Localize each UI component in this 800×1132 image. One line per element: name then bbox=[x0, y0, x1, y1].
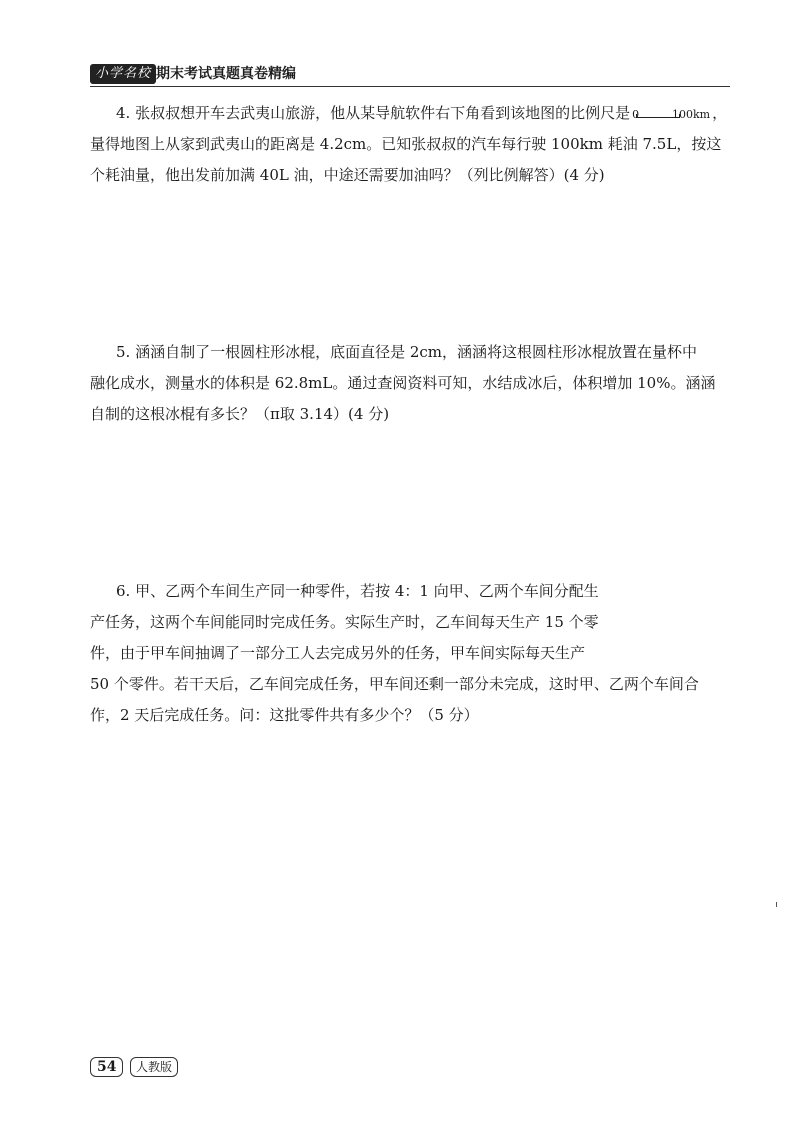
question-4-line-1: 4. 张叔叔想开车去武夷山旅游，他从某导航软件右下角看到该地图的比例尺是 0 100km ， bbox=[116, 104, 728, 122]
page-footer bbox=[90, 1057, 178, 1077]
question-6-line-5: 作，2 天后完成任务。问：这批零件共有多少个？（5 分） bbox=[90, 706, 479, 724]
question-5-line-3: 自制的这根冰棍有多长？（π取 3.14）(4 分) bbox=[90, 405, 390, 423]
page-number: 54 bbox=[90, 1057, 123, 1077]
question-6-line-4: 50 个零件。若干天后，乙车间完成任务，甲车间还剩一部分未完成，这时甲、乙两个车间合 bbox=[90, 675, 699, 693]
edition-badge: 人教版 bbox=[130, 1057, 178, 1077]
scan-mark bbox=[776, 902, 777, 907]
book-title: 期末考试真题真卷精编 bbox=[156, 66, 296, 82]
series-logo: 小学名校 bbox=[90, 64, 156, 84]
question-6-line-3: 件，由于甲车间抽调了一部分工人去完成另外的任务，甲车间实际每天生产 bbox=[90, 644, 586, 662]
question-6-line-1: 6. 甲、乙两个车间生产同一种零件，若按 4：1 向甲、乙两个车间分配生 bbox=[116, 582, 599, 600]
header-divider bbox=[90, 86, 730, 87]
question-5-line-2: 融化成水，测量水的体积是 62.8mL。通过查阅资料可知，水结成冰后，体积增加 10%。涵涵 bbox=[90, 374, 716, 392]
scale-bar-icon: 0 100km bbox=[632, 108, 711, 121]
page-header bbox=[90, 64, 730, 86]
question-4-line-3: 个耗油量，他出发前加满 40L 油，中途还需要加油吗？（列比例解答）(4 分) bbox=[90, 166, 605, 184]
question-4 bbox=[90, 98, 728, 191]
question-5-line-1: 5. 涵涵自制了一根圆柱形冰棍，底面直径是 2cm，涵涵将这根圆柱形冰棍放置在量杯中 bbox=[116, 343, 698, 361]
question-5 bbox=[90, 337, 720, 430]
question-4-line-2: 量得地图上从家到武夷山的距离是 4.2cm。已知张叔叔的汽车每行驶 100km 耗油 7.5L，按这 bbox=[90, 135, 722, 153]
question-6 bbox=[90, 576, 720, 731]
question-6-line-2: 产任务，这两个车间能同时完成任务。实际生产时，乙车间每天生产 15 个零 bbox=[90, 613, 599, 631]
